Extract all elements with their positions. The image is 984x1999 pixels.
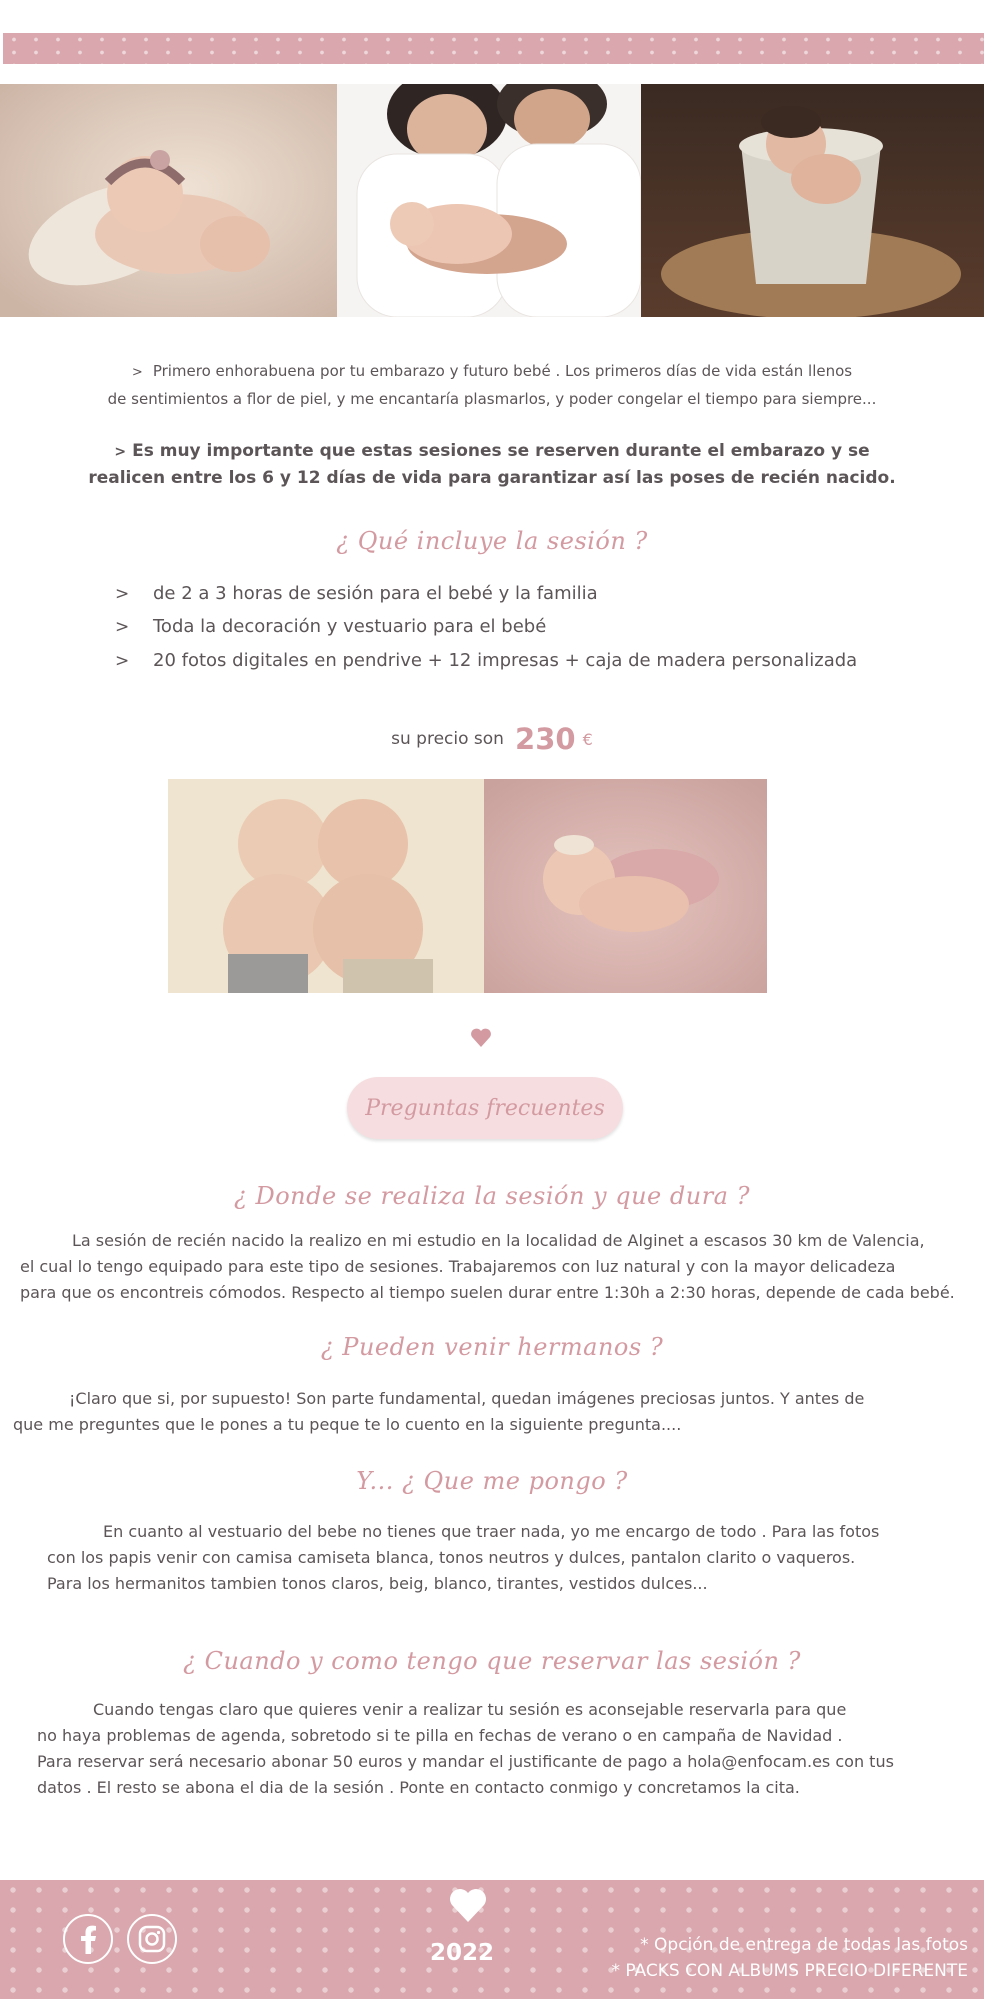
faq-answer-line: que me preguntes que le pones a tu peque te lo cuento en la siguiente pregunta.... [13,1415,682,1434]
price-label: su precio son [391,729,504,749]
faq-answer [20,1228,955,1306]
faq-question: ¿ Donde se realiza la sesión y que dura ? [233,1182,750,1210]
chevron-right-icon: > [115,617,130,637]
faq-question: ¿ Cuando y como tengo que reservar las sesión ? [183,1647,801,1675]
photo-baby-on-pillow [0,84,337,317]
facebook-icon [75,1924,101,1954]
price-value: 230 [515,722,576,756]
includes-item-text: de 2 a 3 horas de sesión para el bebé y la familia [153,583,598,604]
chevron-right-icon: > [115,651,130,671]
price-line [0,722,984,756]
faq-answer [37,1697,894,1801]
instagram-button[interactable] [127,1914,177,1964]
chevron-right-icon: > [115,584,130,604]
faq-answer-line: Para reservar será necesario abonar 50 euros y mandar el justificante de pago a hola@enfocam.es con tus [37,1752,894,1771]
chevron-right-icon: > [114,444,127,460]
faq-button[interactable]: Preguntas frecuentes [347,1077,623,1139]
includes-item-text: 20 fotos digitales en pendrive + 12 impresas + caja de madera personalizada [153,650,858,671]
faq-answer-line: ¡Claro que si, por supuesto! Son parte fundamental, quedan imágenes preciosas juntos. Y antes de [69,1389,865,1408]
important-note-line-2: realicen entre los 6 y 12 días de vida para garantizar así las poses de recién nacido. [88,468,896,488]
faq-answer-line: no haya problemas de agenda, sobretodo si te pilla en fechas de verano o en campaña de Navidad . [37,1726,843,1745]
faq-answer-line: para que os encontreis cómodos. Respecto al tiempo suelen durar entre 1:30h a 2:30 horas, depende de cada bebé. [20,1283,955,1302]
intro-line-2: de sentimientos a flor de piel, y me encantaría plasmarlos, y poder congelar el tiempo para siempre... [107,390,877,408]
includes-heading: ¿ Qué incluye la sesión ? [336,527,648,555]
faq-answer-line: En cuanto al vestuario del bebe no tienes que traer nada, yo me encargo de todo . Para las fotos [103,1522,880,1541]
intro-text [0,358,984,412]
intro-line-1: Primero enhorabuena por tu embarazo y futuro bebé . Los primeros días de vida están llenos [152,362,853,380]
faq-answer-line: La sesión de recién nacido la realizo en mi estudio en la localidad de Alginet a escasos 30 km de Valencia, [72,1231,925,1250]
footer-note-delivery: * Opción de entrega de todas las fotos [640,1935,968,1955]
footer-year: 2022 [429,1940,494,1966]
faq-answer-line: el cual lo tengo equipado para este tipo de sesiones. Trabajaremos con luz natural y con la mayor delicadeza [20,1257,896,1276]
faq-answer-line: Para los hermanitos tambien tonos claros, beig, blanco, tirantes, vestidos dulces... [47,1574,708,1593]
price-currency: € [582,729,593,749]
important-note-line-1: Es muy importante que estas sesiones se reserven durante el embarazo y se [132,441,870,461]
photo-twins [168,779,484,993]
chevron-right-icon: > [131,365,143,380]
faq-answer-line: Cuando tengas claro que quieres venir a realizar tu sesión es aconsejable reservarla para que [93,1700,847,1719]
faq-answer-line: con los papis venir con camisa camiseta blanca, tonos neutros y dulces, pantalon clarito o vaqueros. [47,1548,856,1567]
includes-item [115,650,857,671]
instagram-icon [138,1925,166,1953]
faq-answer-line: datos . El resto se abona el dia de la sesión . Ponte en contacto conmigo y concretamos la cita. [37,1778,800,1797]
footer-note-packs: * PACKS CON ALBUMS PRECIO DIFERENTE [611,1961,968,1981]
faq-answer [13,1386,864,1438]
photo-baby-in-bucket [641,84,984,317]
includes-item [115,583,598,604]
top-decorative-band [3,33,984,64]
faq-question: ¿ Pueden venir hermanos ? [320,1333,664,1361]
heart-icon [470,1028,492,1048]
faq-answer [47,1519,879,1597]
includes-item-text: Toda la decoración y vestuario para el bebé [153,616,547,637]
important-note [0,438,984,491]
faq-question: Y... ¿ Que me pongo ? [356,1467,628,1495]
includes-item [115,616,546,637]
facebook-button[interactable] [63,1914,113,1964]
heart-icon [448,1888,488,1924]
photo-baby-on-pink [484,779,767,993]
photo-parents-with-baby [337,84,641,317]
